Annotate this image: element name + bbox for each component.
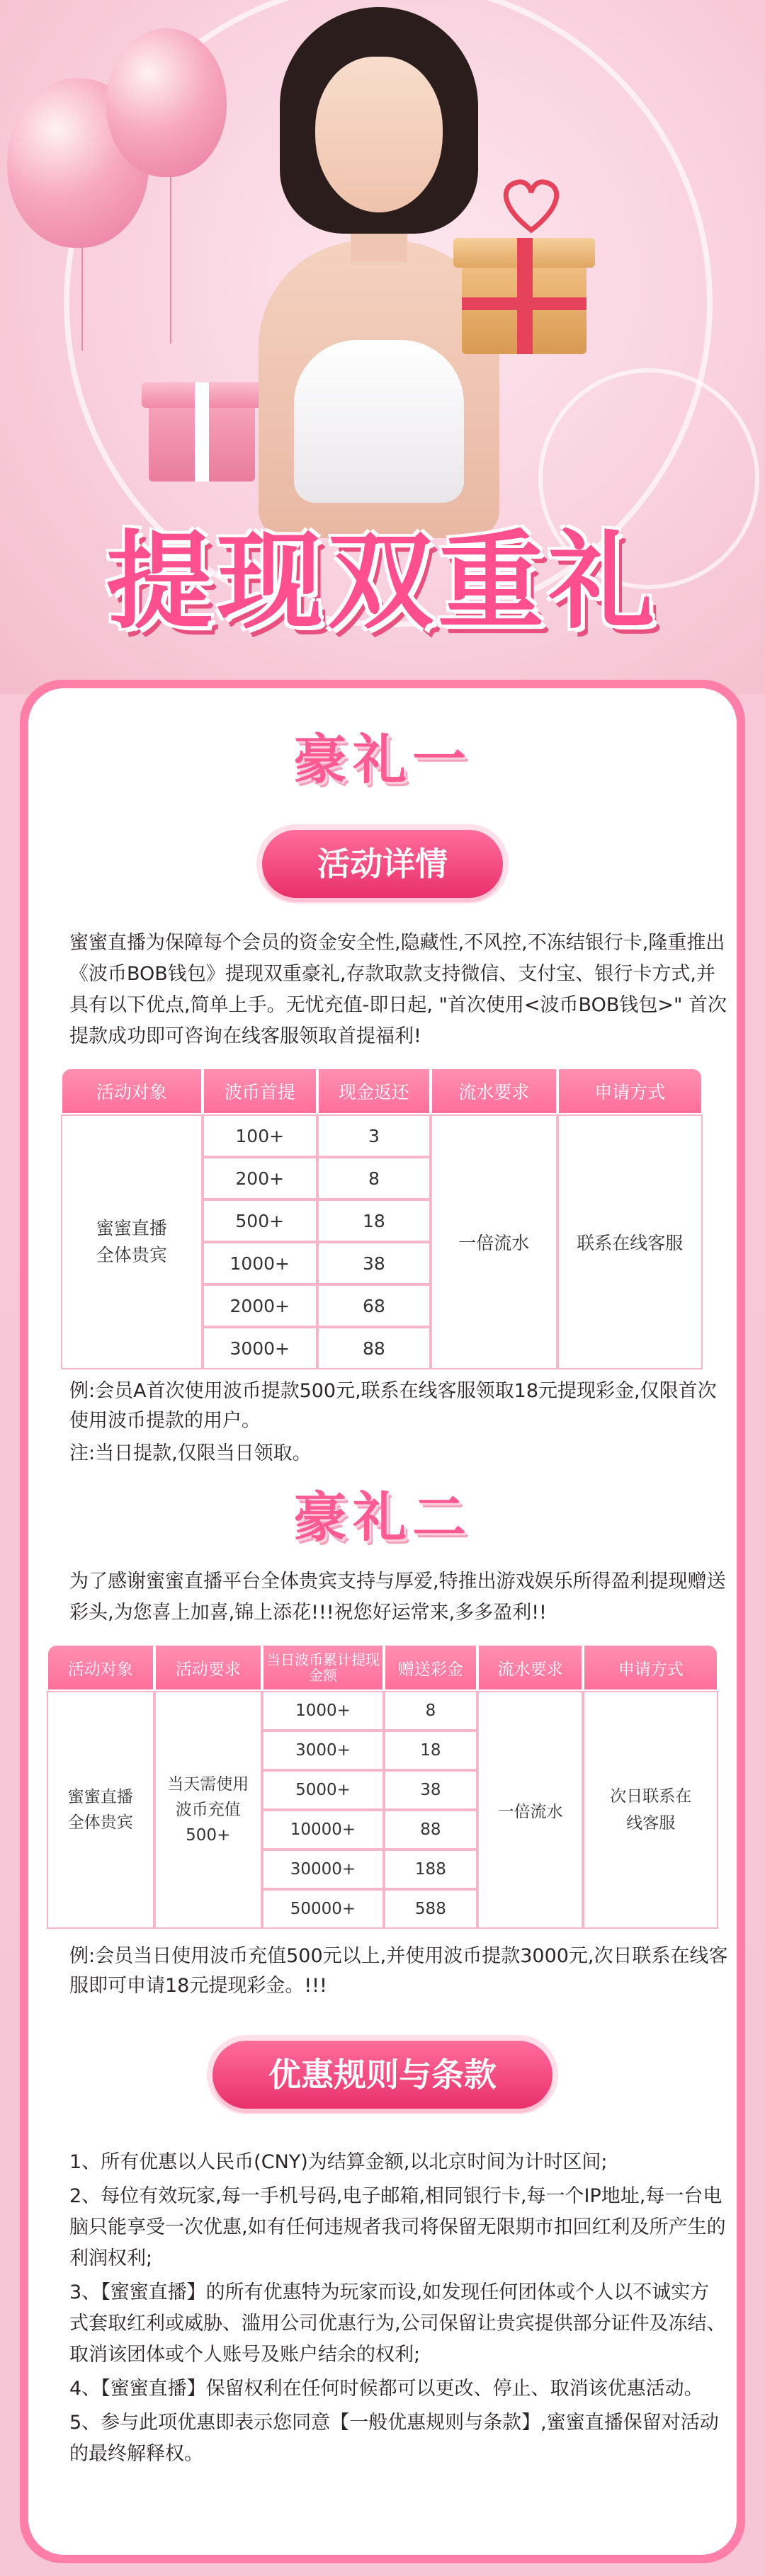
table-cell: 3000+ [203,1327,317,1369]
table-cell: 88 [384,1810,477,1850]
table-cell: 8 [384,1691,477,1731]
table-cell: 3 [317,1115,431,1157]
table-cell: 30000+ [262,1850,384,1889]
table-row [47,1691,718,1731]
table-cell-turnover: 一倍流水 [431,1115,557,1369]
terms-item: 5、参与此项优惠即表示您同意【一般优惠规则与条款】,蜜蜜直播保留对活动的最终解释权。 [69,2412,719,2465]
gift1-intro: 蜜蜜直播为保障每个会员的资金安全性,隐藏性,不风控,不冻结银行卡,隆重推出《波币BOB钱包》提现双重豪礼,存款取款支持微信、支付宝、银行卡方式,并具有以下优点,简单上手。无忧充值-即日起, "首次使用<波币BOB钱包>" 首次提款成功即可咨询在线客服领取首提福利! [69,932,727,1047]
table-cell: 200+ [203,1157,317,1199]
table-header-cell: 当日波币累计提现金额 [262,1644,384,1691]
table-header-cell: 申请方式 [583,1644,718,1691]
table-cell: 100+ [203,1115,317,1157]
balloon-string [170,173,171,343]
promo-card-body [28,688,737,2555]
table-header-cell: 流水要求 [431,1068,557,1115]
gift1-table [61,1068,703,1369]
table-cell: 3000+ [262,1731,384,1770]
balloon-icon [106,28,227,177]
table-header-row [47,1644,718,1691]
table-cell-apply: 联系在线客服 [557,1115,703,1369]
table-cell: 500+ [203,1199,317,1242]
table-cell: 588 [384,1889,477,1929]
terms-item: 3、【蜜蜜直播】的所有优惠特为玩家而设,如发现任何团体或个人以不诚实方式套取红利或威胁、滥用公司优惠行为,公司保留让贵宾提供部分证件及冻结、取消该团体或个人账号及账户结余的权利; [69,2281,726,2366]
table-cell-turnover: 一倍流水 [477,1691,584,1929]
terms-item: 2、每位有效玩家,每一手机号码,电子邮箱,相同银行卡,每一个IP地址,每一台电脑只能享受一次优惠,如有任何违规者我司将保留无限期市扣回红利及所产生的利润权利; [69,2185,726,2269]
table-cell: 18 [317,1199,431,1242]
hero-title: 提现双重礼 [106,520,659,644]
table-cell: 5000+ [262,1770,384,1810]
terms-banner: 优惠规则与条款 [212,2041,552,2109]
table-cell: 18 [384,1731,477,1770]
table-cell: 8 [317,1157,431,1199]
gift1-example: 例:会员A首次使用波币提款500元,联系在线客服领取18元提现彩金,仅限首次使用波币提款的用户。 [69,1380,717,1432]
table-header-cell: 活动对象 [61,1068,203,1115]
table-cell: 50000+ [262,1889,384,1929]
table-cell: 68 [317,1284,431,1327]
heart-icon [496,177,567,234]
table-cell: 1000+ [262,1691,384,1731]
table-cell: 38 [317,1242,431,1284]
terms-item: 1、所有优惠以人民币(CNY)为结算金额,以北京时间为计时区间; [69,2151,608,2173]
table-cell-apply: 次日联系在线客服 [583,1691,718,1929]
gift1-heading: 豪礼一 [293,728,472,791]
table-header-cell: 现金返还 [317,1068,431,1115]
gift2-table [47,1644,718,1929]
gift2-example: 例:会员当日使用波币充值500元以上,并使用波币提款3000元,次日联系在线客服即可申请18元提现彩金。!!! [69,1945,728,1997]
table-cell: 2000+ [203,1284,317,1327]
gift2-intro: 为了感谢蜜蜜直播平台全体贵宾支持与厚爱,特推出游戏娱乐所得盈利提现赠送彩头,为您喜上加喜,锦上添花!!!祝您好运常来,多多盈利!! [69,1571,726,1624]
table-cell-target: 蜜蜜直播全体贵宾 [61,1115,203,1369]
table-header-cell: 活动要求 [154,1644,262,1691]
balloon-string [81,244,83,351]
table-cell-requirement: 当天需使用波币充值500+ [154,1691,262,1929]
table-header-cell: 赠送彩金 [384,1644,477,1691]
table-row [61,1115,703,1157]
table-cell: 88 [317,1327,431,1369]
terms-list [69,2147,728,2473]
activity-details-banner: 活动详情 [262,830,503,898]
gift-box-icon [453,212,595,354]
terms-item: 4、【蜜蜜直播】保留权利在任何时候都可以更改、停止、取消该优惠活动。 [69,2378,703,2400]
promo-card [20,680,745,2563]
table-cell: 38 [384,1770,477,1810]
table-header-cell: 波币首提 [203,1068,317,1115]
table-cell: 10000+ [262,1810,384,1850]
table-header-cell: 活动对象 [47,1644,154,1691]
gift1-note: 注:当日提款,仅限当日领取。 [69,1442,312,1464]
table-header-row [61,1068,703,1115]
table-header-cell: 申请方式 [557,1068,703,1115]
table-cell: 188 [384,1850,477,1889]
hero-banner [0,0,765,694]
table-cell: 1000+ [203,1242,317,1284]
gift2-heading: 豪礼二 [293,1486,472,1549]
table-header-cell: 流水要求 [477,1644,584,1691]
table-cell-target: 蜜蜜直播全体贵宾 [47,1691,154,1929]
